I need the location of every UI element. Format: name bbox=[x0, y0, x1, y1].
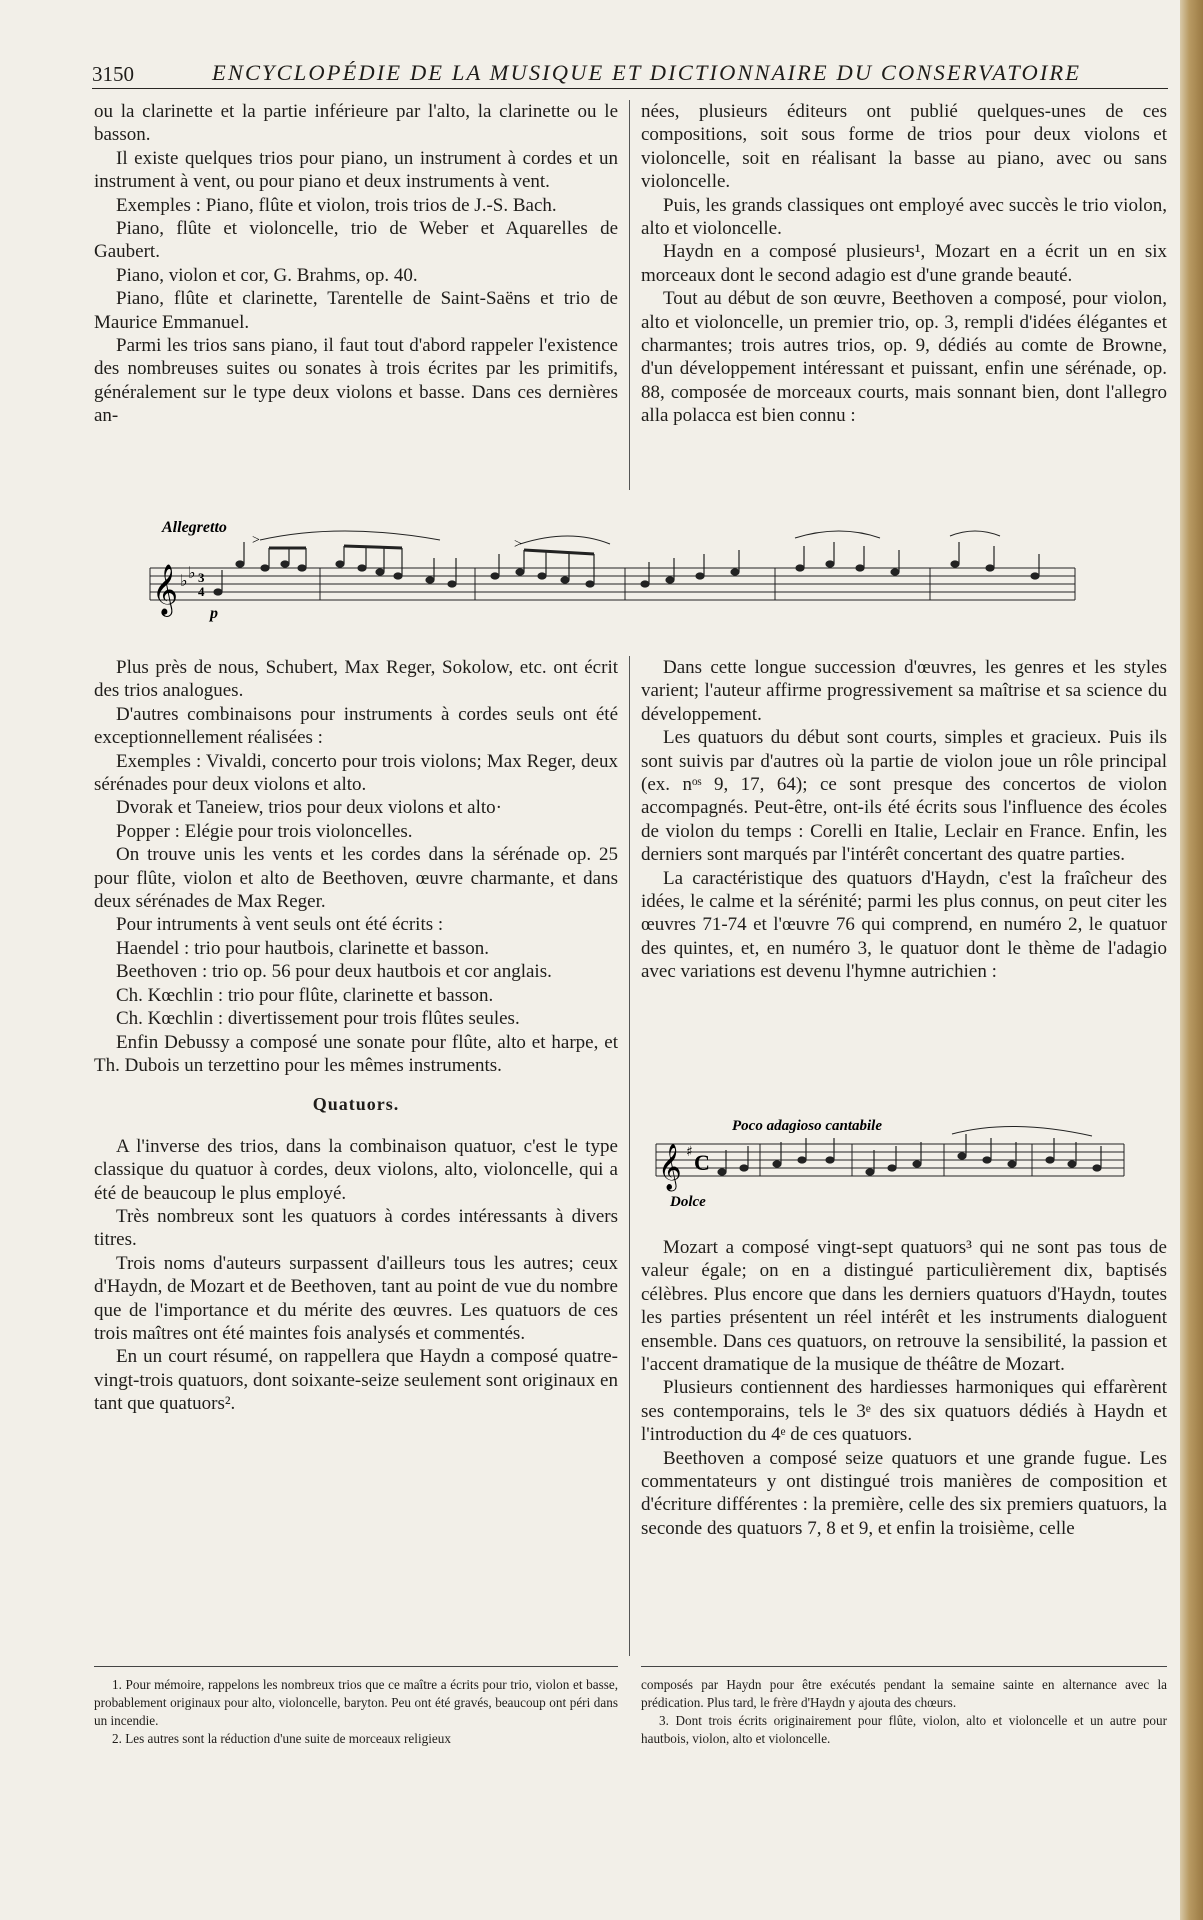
footnotes-left bbox=[94, 1676, 618, 1748]
paragraph: On trouve unis les vents et les cordes dans la sérénade op. 25 pour flûte, violon et alto de Beethoven, œuvre charmante, et dans deux sérénades de Max Reger. bbox=[94, 844, 618, 913]
paragraph: Dans cette longue succession d'œuvres, les genres et les styles varient; l'auteur affirme progressivement sa maîtrise et sa science du développement. bbox=[641, 657, 1167, 725]
paragraph: nées, plusieurs éditeurs ont publié quelques-unes de ces compositions, soit sous forme de trios pour deux violons et violoncelle, soit en réalisant la basse au piano, avec ou sans violoncelle. bbox=[641, 101, 1167, 193]
music-example-serenade bbox=[140, 518, 1090, 628]
paragraph: Beethoven : trio op. 56 pour deux hautbois et cor anglais. bbox=[116, 961, 552, 983]
svg-text:4: 4 bbox=[198, 584, 205, 599]
music-example-hymn bbox=[652, 1114, 1132, 1224]
paragraph: Pour intruments à vent seuls ont été écrits : bbox=[116, 914, 444, 936]
column-divider bbox=[629, 100, 630, 490]
paragraph: Trois noms d'auteurs surpassent d'ailleurs tous les autres; ceux d'Haydn, de Mozart et de Beethoven, tant au point de vue du nombre que de l'importance et du mérite des œuvres. Les quatuors de ces trois maîtres ont été maintes fois analysés et commentés. bbox=[94, 1252, 618, 1344]
paragraph: Très nombreux sont les quatuors à cordes intéressants à divers titres. bbox=[94, 1205, 618, 1251]
music-staff-serenade bbox=[140, 518, 1090, 628]
paragraph: Enfin Debussy a composé une sonate pour flûte, alto et harpe, et Th. Dubois un terzettino pour les mêmes instruments. bbox=[94, 1031, 618, 1076]
tempo-marking: Poco adagioso cantabile bbox=[732, 1118, 882, 1134]
footnote: composés par Haydn pour être exécutés pendant la semaine sainte en alternance avec la prédication. Plus tard, le frère d'Haydn y ajouta des chœurs. bbox=[641, 1677, 1167, 1710]
paragraph: Piano, flûte et violoncelle, trio de Weber et Aquarelles de Gaubert. bbox=[94, 218, 618, 263]
svg-text:♭: ♭ bbox=[188, 563, 196, 582]
paragraph: La caractéristique des quatuors d'Haydn, c'est la fraîcheur des idées, le calme et la sérénité; parmi les plus connus, on peut citer les œuvres 71-74 et l'œuvre 76 qui comprend, en numéro 2, le quatuor des quintes, et, en numéro 3, le quatuor dont le thème de l'adagio avec variations est devenu l'hymne autrichien : bbox=[641, 867, 1167, 983]
paragraph: Parmi les trios sans piano, il faut tout d'abord rappeler l'existence des nombreuses suites ou sonates à trois écrites par les primitifs, généralement sur le type deux violons et basse. Dans ces dernières an- bbox=[94, 335, 618, 427]
paragraph: Ch. Kœchlin : trio pour flûte, clarinette et basson. bbox=[116, 984, 494, 1006]
treble-clef-icon: 𝄞 bbox=[152, 564, 179, 615]
paragraph: Beethoven a composé seize quatuors et une grande fugue. Les commentateurs y ont distingué trois manières de composition et d'écriture différentes : la première, celle des six premiers quatuors, la seconde des quatuors 7, 8 et 9, et enfin la troisième, celle bbox=[641, 1447, 1167, 1539]
svg-text:C: C bbox=[694, 1150, 710, 1175]
paragraph: ou la clarinette et la partie inférieure par l'alto, la clarinette ou le basson. bbox=[94, 101, 618, 146]
paragraph: Piano, flûte et clarinette, Tarentelle de Saint-Saëns et trio de Maurice Emmanuel. bbox=[94, 288, 618, 333]
paragraph: A l'inverse des trios, dans la combinaison quatuor, c'est le type classique du quatuor à cordes, deux violons, alto, violoncelle, qui a été de beaucoup le plus employé. bbox=[94, 1135, 618, 1204]
footnote: 3. Dont trois écrits originairement pour flûte, violon, alto et violoncelle et un autre pour hautbois, violon, alto et violoncelle. bbox=[641, 1713, 1167, 1746]
paragraph: Popper : Elégie pour trois violoncelles. bbox=[116, 820, 413, 842]
lower-right-column bbox=[641, 1236, 1167, 1540]
paragraph: Les quatuors du début sont courts, simples et gracieux. Puis ils sont suivis par d'autres où la partie de violon joue un rôle principal (ex. nᵒˢ 9, 17, 64); ce sont presque des concertos de violon accompagnés. Peut-être, ont-ils été écrits sous l'influence des écoles de violon du temps : Corelli en Italie, Leclair en France. Enfin, les derniers sont marqués par l'intérêt concertant des quatre parties. bbox=[641, 727, 1167, 866]
paragraph: Exemples : Vivaldi, concerto pour trois violons; Max Reger, deux sérénades pour deux violons et alto. bbox=[94, 750, 618, 796]
running-title: ENCYCLOPÉDIE DE LA MUSIQUE ET DICTIONNAIRE DU CONSERVATOIRE bbox=[212, 60, 1082, 85]
top-left-column bbox=[94, 100, 618, 428]
paragraph: Piano, violon et cor, G. Brahms, op. 40. bbox=[116, 264, 418, 286]
paragraph: Plusieurs contiennent des hardiesses harmoniques qui effarèrent ses contemporains, tels le 3ᵉ des six quatuors dédiés à Haydn et l'introduction du 4ᵉ de ces quatuors. bbox=[641, 1377, 1167, 1446]
footnote-rule bbox=[94, 1666, 618, 1667]
column-divider bbox=[629, 656, 630, 1656]
paragraph: Exemples : Piano, flûte et violon, trois trios de J.-S. Bach. bbox=[116, 194, 557, 216]
paragraph: Mozart a composé vingt-sept quatuors³ qui ne sont pas tous de valeur égale; on en a distingué particulièrement dix, baptisés célèbres. Plus encore que dans les derniers quatuors d'Haydn, toutes les parties présentent un réel intérêt et les instruments dialoguent ensemble. Dans ces quatuors, on retrouve la sensibilité, la passion et l'accent dramatique de la musique de théâtre de Mozart. bbox=[641, 1237, 1167, 1376]
svg-text:♭: ♭ bbox=[180, 571, 188, 590]
footnote: 1. Pour mémoire, rappelons les nombreux trios que ce maître a écrits pour trio, violon et basse, probablement originaux pour alto, violoncelle, baryton. Peu ont été gravés, beaucoup ont péri dans un incendie. bbox=[94, 1677, 618, 1728]
paragraph: D'autres combinaisons pour instruments à cordes seuls ont été exceptionnellement réalisées : bbox=[94, 703, 618, 749]
paragraph: Puis, les grands classiques ont employé avec succès le trio violon, alto et violoncelle. bbox=[641, 194, 1167, 240]
paragraph: Il existe quelques trios pour piano, un instrument à cordes et un instrument à vent, ou pour piano et deux instruments à vent. bbox=[94, 147, 618, 193]
svg-text:>: > bbox=[514, 537, 522, 552]
paragraph: Plus près de nous, Schubert, Max Reger, Sokolow, etc. ont écrit des trios analogues. bbox=[94, 657, 618, 702]
paragraph: Ch. Kœchlin : divertissement pour trois flûtes seules. bbox=[116, 1008, 520, 1030]
running-header bbox=[92, 58, 1168, 89]
treble-clef-icon: 𝄞 bbox=[658, 1144, 682, 1190]
middle-right-column bbox=[641, 656, 1167, 984]
footnotes-right bbox=[641, 1676, 1167, 1748]
page-edge bbox=[1180, 0, 1203, 1920]
svg-text:♯: ♯ bbox=[686, 1144, 693, 1160]
paragraph: En un court résumé, on rappellera que Haydn a composé quatre-vingt-trois quatuors, dont soixante-seize seulement sont originaux en tant que quatuors². bbox=[94, 1346, 618, 1415]
paragraph: Haydn en a composé plusieurs¹, Mozart en a écrit un en six morceaux dont le second adagio est d'une grande beauté. bbox=[641, 241, 1167, 286]
middle-left-column bbox=[94, 656, 618, 1416]
svg-text:>: > bbox=[252, 533, 260, 548]
music-staff-hymn bbox=[652, 1114, 1132, 1224]
paragraph: Haendel : trio pour hautbois, clarinette et basson. bbox=[116, 937, 490, 959]
section-heading: Quatuors. bbox=[312, 1094, 400, 1115]
paragraph: Dvorak et Taneiew, trios pour deux violons et alto· bbox=[116, 797, 502, 819]
tempo-marking: Allegretto bbox=[162, 519, 227, 536]
footnote: 2. Les autres sont la réduction d'une suite de morceaux religieux bbox=[112, 1731, 451, 1746]
dynamic-marking: p bbox=[210, 605, 218, 622]
svg-text:3: 3 bbox=[198, 570, 205, 585]
page-number: 3150 bbox=[92, 62, 134, 86]
dynamic-marking: Dolce bbox=[670, 1194, 706, 1210]
footnote-rule bbox=[641, 1666, 1167, 1667]
paragraph: Tout au début de son œuvre, Beethoven a composé, pour violon, alto et violoncelle, un premier trio, op. 3, rempli d'idées élégantes et charmantes; trois autres trios, op. 9, dédiés au comte de Browne, d'un développement intéressant et puissant, enfin une sérénade, op. 88, composée de morceaux courts, mais sonnant bien, dont l'allegro alla polacca est bien connu : bbox=[641, 288, 1167, 427]
top-right-column bbox=[641, 100, 1167, 428]
